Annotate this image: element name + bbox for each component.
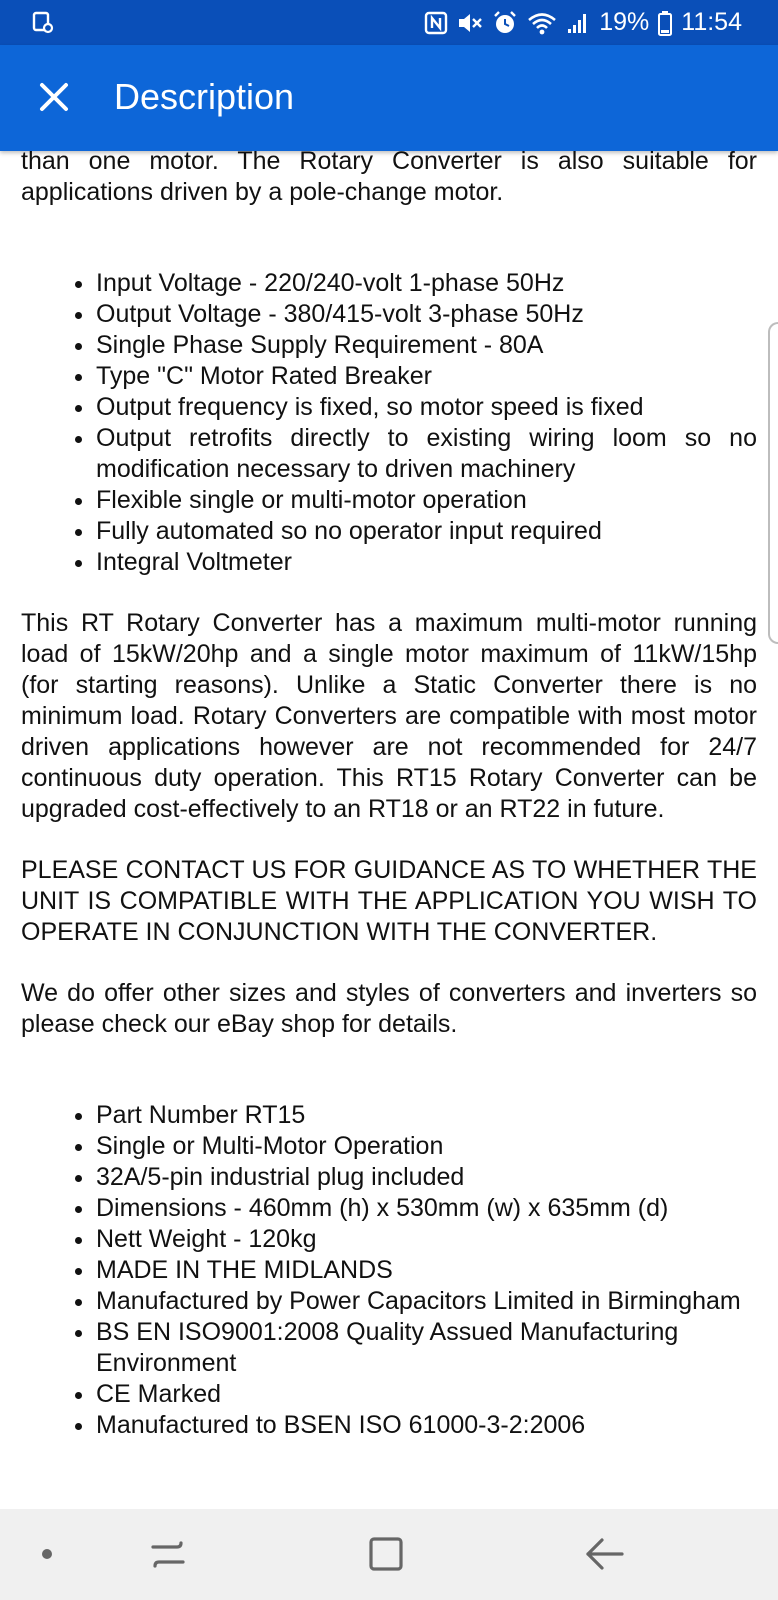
list-item: Dimensions - 460mm (h) x 530mm (w) x 635mm (d) — [96, 1193, 757, 1224]
load-paragraph: This RT Rotary Converter has a maximum multi-motor running load of 15kW/20hp and a single motor maximum of 11kW/15hp (for starting reasons). Unlike a Static Converter there is no minimum load. Rotary Converters are compatible with most motor driven applications however are not recommended for 24/7 continuous duty operation. This RT15 Rotary Converter can be upgraded cost-effectively to an RT18 or an RT22 in future. — [21, 609, 757, 823]
other-products-paragraph: We do offer other sizes and styles of converters and inverters so please check our eBay shop for details. — [21, 979, 757, 1038]
list-item: Fully automated so no operator input required — [96, 516, 757, 547]
list-item: Output frequency is fixed, so motor speed is fixed — [96, 392, 757, 423]
list-item: Single Phase Supply Requirement - 80A — [96, 330, 757, 361]
list-item: Integral Voltmeter — [96, 547, 757, 578]
intro-paragraph: than one motor. The Rotary Converter is also suitable for applications driven by a pole-change motor. — [21, 151, 757, 206]
list-item: Input Voltage - 220/240-volt 1-phase 50Hz — [96, 268, 757, 299]
battery-icon — [658, 10, 672, 36]
status-bar — [0, 0, 778, 45]
status-time: 11:54 — [681, 8, 742, 36]
list-item: 32A/5-pin industrial plug included — [96, 1162, 757, 1193]
list-item: CE Marked — [96, 1379, 757, 1410]
spec-list — [21, 1100, 757, 1441]
spacer — [21, 948, 757, 978]
list-item: Flexible single or multi-motor operation — [96, 485, 757, 516]
alarm-icon — [492, 10, 518, 36]
battery-percent: 19% — [599, 8, 650, 36]
page-title: Description — [114, 76, 295, 117]
list-item: Output retrofits directly to existing wiring loom so no modification necessary to driven machinery — [96, 424, 757, 483]
nav-bar — [0, 1509, 778, 1600]
app-bar — [0, 45, 778, 151]
list-item: Manufactured to BSEN ISO 61000-3-2:2006 — [96, 1410, 757, 1441]
recents-icon[interactable] — [143, 1529, 193, 1579]
list-item: Single or Multi-Motor Operation — [96, 1131, 757, 1162]
nfc-icon — [424, 11, 448, 35]
feature-list — [21, 268, 757, 578]
contact-paragraph: PLEASE CONTACT US FOR GUIDANCE AS TO WHETHER THE UNIT IS COMPATIBLE WITH THE APPLICATION YOU WISH TO OPERATE IN CONJUNCTION WITH THE CONVERTER. — [21, 856, 757, 946]
mute-icon — [457, 11, 483, 35]
signal-icon — [566, 11, 590, 35]
list-item: BS EN ISO9001:2008 Quality Assued Manufacturing Environment — [96, 1317, 757, 1379]
list-item: Nett Weight - 120kg — [96, 1224, 757, 1255]
list-item: Manufactured by Power Capacitors Limited in Birmingham — [96, 1286, 757, 1317]
spacer — [21, 208, 757, 268]
list-item: MADE IN THE MIDLANDS — [96, 1255, 757, 1286]
nav-dot-icon[interactable] — [22, 1529, 72, 1579]
scrollbar[interactable] — [768, 322, 778, 644]
description-content[interactable] — [21, 151, 757, 1509]
spacer — [21, 825, 757, 855]
list-item: Part Number RT15 — [96, 1100, 757, 1131]
screen-icon — [32, 10, 54, 34]
wifi-icon — [527, 11, 557, 35]
spacer — [21, 578, 757, 608]
back-icon[interactable] — [580, 1529, 630, 1579]
status-icons — [424, 0, 742, 45]
home-icon[interactable] — [361, 1529, 411, 1579]
spacer — [21, 1040, 757, 1100]
close-icon[interactable] — [30, 73, 78, 121]
list-item: Type "C" Motor Rated Breaker — [96, 361, 757, 392]
list-item: Output Voltage - 380/415-volt 3-phase 50Hz — [96, 299, 757, 330]
